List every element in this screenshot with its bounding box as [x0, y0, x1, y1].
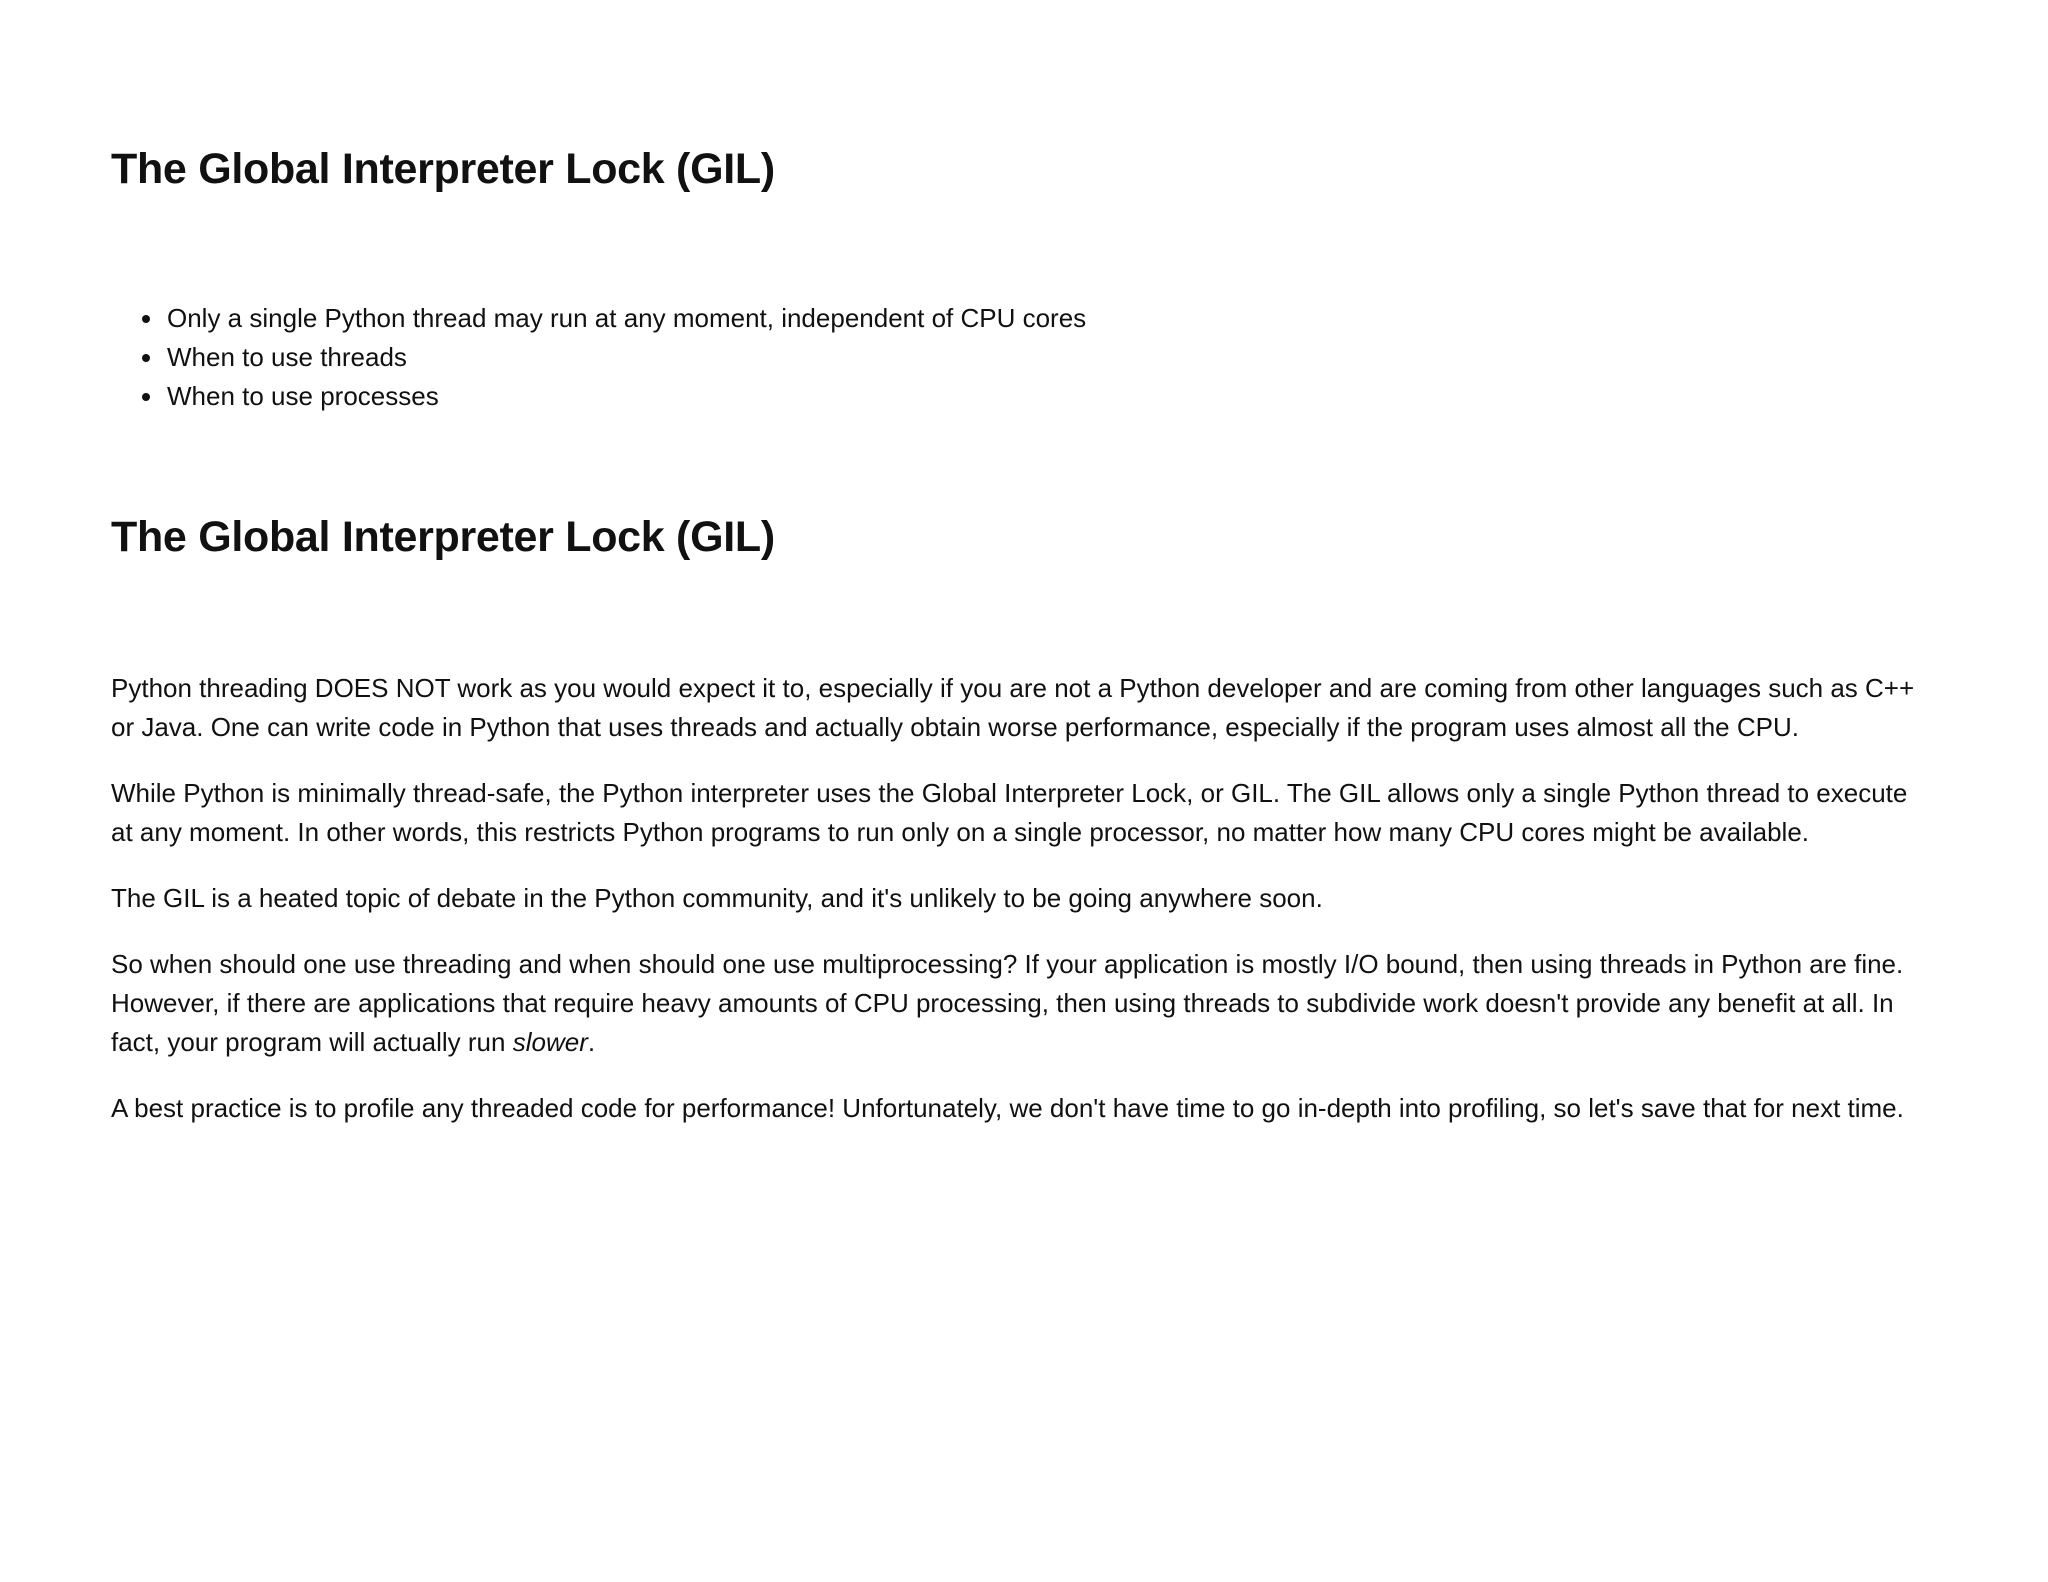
list-item: • Only a single Python thread may run at any moment, independent of CPU cores [165, 299, 1086, 338]
section-2-title: The Global Interpreter Lock (GIL) [111, 513, 775, 561]
paragraph: A best practice is to profile any threaded code for performance! Unfortunately, we don't have time to go in-depth into profiling, so let's save that for next time. [111, 1093, 1904, 1123]
paragraph-text: So when should one use threading and when should one use multiprocessing? If your application is mostly I/O bound, then using threads in Python are fine. However, if there are applications that require heavy amounts of CPU processing, then using threads to subdivide work doesn't provide any benefit at all. In fact, your program will actually run [111, 949, 1904, 1057]
paragraph: The GIL is a heated topic of debate in the Python community, and it's unlikely to be going anywhere soon. [111, 883, 1323, 913]
paragraph [111, 945, 1926, 1062]
paragraph: Python threading DOES NOT work as you would expect it to, especially if you are not a Python developer and are coming from other languages such as C++ or Java. One can write code in Python that uses threads and actually obtain worse performance, especially if the program uses almost all the CPU. [111, 673, 1915, 742]
section-1-bullet-list [111, 299, 1086, 416]
section-1-title: The Global Interpreter Lock (GIL) [111, 145, 775, 193]
section-2-body [111, 669, 1926, 1155]
list-item: • When to use processes [165, 377, 1086, 416]
paragraph-text-end: . [587, 1027, 596, 1057]
paragraph: While Python is minimally thread-safe, the Python interpreter uses the Global Interpreter Lock, or GIL. The GIL allows only a single Python thread to execute at any moment. In other words, this restricts Python programs to run only on a single processor, no matter how many CPU cores might be available. [111, 778, 1908, 847]
list-item: • When to use threads [165, 338, 1086, 377]
emphasis-text: slower [512, 1027, 588, 1057]
